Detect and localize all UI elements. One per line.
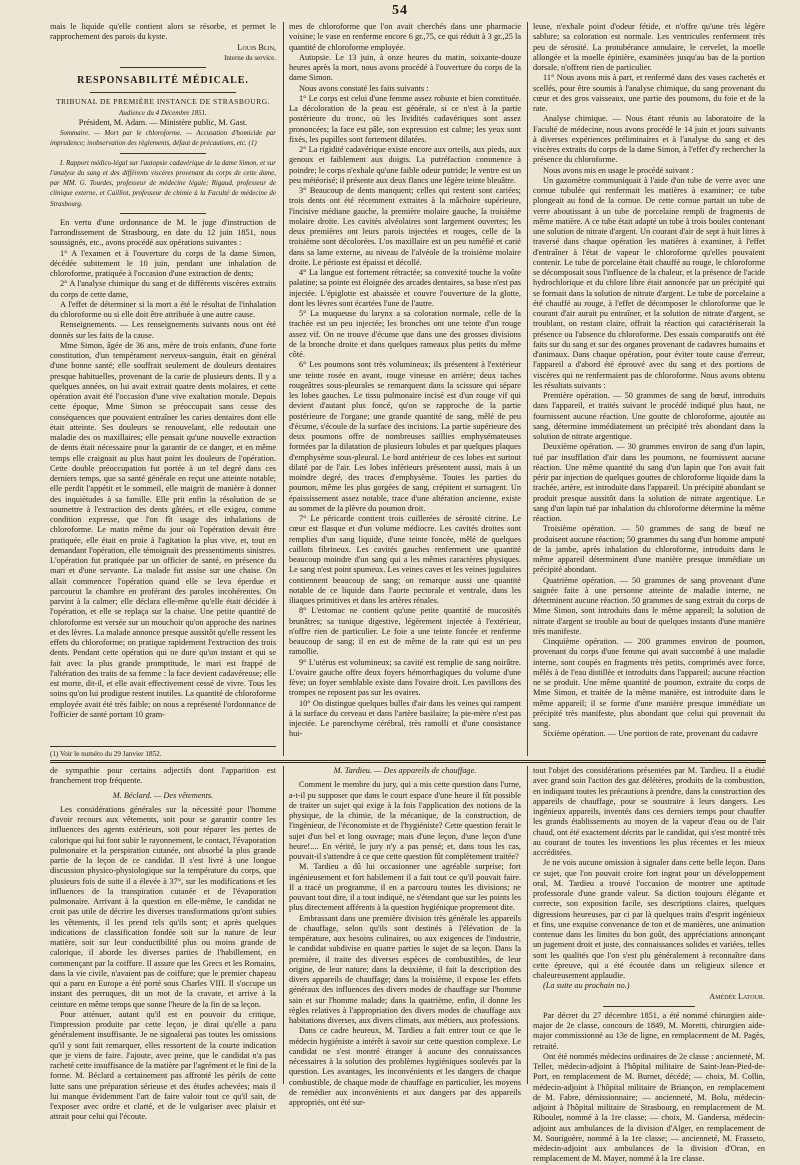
- rapport-title: I. Rapport médico-légal sur l'autopsie cadavérique de la dame Simon, et sur l'analyse du sang et des différents viscères provenant du corps de cette dame, par MM. G. Tourdes, professeur de médecine légale; Rigaud, professeur de clinique externe, et Cailliot, professeur de chimie à la Faculté de médecine de Strasbourg.: [50, 158, 276, 208]
- audience-date: Audience du 4 Décembre 1851.: [119, 108, 207, 117]
- paragraph: 3° Beaucoup de dents manquent; celles qui restent sont cariées; trois dents ont été récemment extraites à la mâchoire supérieure, l'incisive médiane gauche, la première molaire gauche, la troisième molaire droite. Les cavités alvéolaires sont largement ouvertes; les deux premières ont leurs parois injectées et rouges, celle de la troisième sont décolorées. L'os maxillaire est un peu tuméfié et carié dans sa lame externe, au niveau de l'alvéole de la troisième molaire droite. Le périoste est épaissi et décollé.: [289, 186, 521, 267]
- section-divider: [50, 760, 766, 761]
- paragraph: 7° Le péricarde contient trois cuillerées de sérosité citrine. Le cœur est flasque et d'un volume médiocre. Les cavités droites sont remplies d'un sang liquide, d'une teinte foncée, mêlé de quelques caillots fibrineux. Les cavités gauches renferment une quantité beaucoup moindre d'un sang qui a les mêmes caractères physiques. Le sang n'est point spumeux. Les veines caves et les veines jugulaires contiennent beaucoup de sang; on remarque aussi une quantité notable de ce liquide dans l'aorte pectorale et ventrale, dans les iliaques primitives et dans les artères rénales.: [289, 514, 521, 605]
- paragraph: Dans ce cadre heureux, M. Tardieu a fait entrer tout ce que le médecin hygiéniste a intérêt à savoir sur cette question complexe. Le candidat ne s'est montré étranger à aucune des connaissances nécessaires à la solution des problèmes hygiéniques soulevés par la question. Les avantages, les inconvénients et les dangers de chaque combustible, de chaque mode de chauffage en particulier, les moyens de remédier aux inconvénients et aux dangers par des appareils appropriés, ont été sur-: [289, 1026, 521, 1107]
- subsection-heading: M. Tardieu. — Des appareils de chauffage.: [333, 766, 477, 775]
- divider: [120, 153, 206, 154]
- president-line: Président, M. Adam. — Ministère public, M. Gast.: [78, 117, 248, 127]
- column-divider: [527, 766, 528, 1084]
- paragraph: de sympathie pour certains adjectifs dont l'apparition est franchement trop fréquente.: [50, 766, 276, 786]
- section-heading: RESPONSABILITÉ MÉDICALE.: [77, 75, 249, 86]
- paragraph: Par décret du 27 décembre 1851, a été nommé chirurgien aide-major de 2e classe, concours de 1849, M. Moretti, chirurgien aide-major commissionné au 13e de ligne, en remplacement de M. Pagès, retraité.: [533, 1010, 765, 1051]
- paragraph: En vertu d'une ordonnance de M. le juge d'instruction de l'arrondissement de Strasbourg, en date du 12 juin 1851, nous soussignés, etc., avons procédé aux opérations suivantes :: [50, 217, 276, 248]
- signature: Louis Blin,: [237, 42, 276, 52]
- paragraph: 9° L'utérus est volumineux; sa cavité est remplie de sang noirâtre. L'ovaire gauche offre deux foyers hémorrhagiques du volume d'une fève; un foyer semblable existe dans l'ovaire droit. Les pavillons des trompes ne reposent pas sur les ovaires.: [289, 657, 521, 698]
- page-number: 54: [392, 3, 408, 18]
- paragraph: Comment le membre du jury, qui a mis cette question dans l'urne, a-t-il pu supposer que dans le court espace d'une heure il fût possible de traiter un sujet qui exige à la fois l'application des notions de la physique, de la chimie, de la mécanique, de la construction, de l'ingénieur, de l'économiste et de l'hygiéniste? Cette question ferait le sujet d'un bel et long ouvrage; mais d'une leçon, d'une leçon d'une heure!.... En vérité, le jury n'y a pas pensé; et, dans tous les cas, pouvait-il s'attendre à ce que cette question fût complètement traitée?: [289, 780, 521, 861]
- paragraph: 10° On distingue quelques bulles d'air dans les veines qui rampent à la surface du cerveau et dans l'artère basilaire; la pie-mère n'est pas injectée. Le parenchyme cérébral, très ramolli et d'une consistance hui-: [289, 698, 521, 739]
- paragraph: 6° Les poumons sont très volumineux; ils présentent à l'extérieur une teinte rosée en avant, rouge vineuse en arrière; deux taches rougeâtres sous-pleurales se remarquent dans la scissure qui sépare les lobes gauches. Le tissu pulmonaire incisé est d'un rouge vif qui devient d'autant plus foncé, qu'on se rapproche de la partie postérieure de l'organe; une grande quantité de sang, mêlé de peu d'écume, s'écoule de la surface des incisions. La partie supérieure des deux poumons offre de nombreuses saillies emphysémateuses formées par la dilatation de plusieurs lobules et par quelques plaques d'emphysème sous-pleural. Le bord antérieur de ces lobes est surtout dilaté par de l'air. Les lobes inférieurs présentent aussi, mais à un moindre degré, des traces d'emphysème. Toutes les parties du poumon, même les plus gorgées de sang, crépitent et surnagent. Un épaississement assez notable, trace d'une altération ancienne, existe au sommet de la plèvre du poumon droit.: [289, 360, 521, 513]
- paragraph: A l'effet de déterminer si la mort a été le résultat de l'inhalation du chloroforme ou si elle doit être attribuée à une autre cause.: [50, 299, 276, 319]
- column-divider: [283, 766, 284, 1084]
- paragraph: 8° L'estomac ne contient qu'une petite quantité de mucosités brunâtres; sa tunique digestive, légèrement injectée à l'extérieur, n'offre rien de particulier. Le foie a une teinte foncée et renferme beaucoup de sang; il en est de même de la rate qui est un peu ramollie.: [289, 606, 521, 657]
- bottom-column-3: [533, 766, 765, 1164]
- paragraph: Autopsie. Le 13 juin, à onze heures du matin, soixante-douze heures après la mort, nous avons procédé à l'ouverture du corps de la dame Simon.: [289, 52, 521, 83]
- bottom-column-1: [50, 766, 276, 1122]
- column-3: [533, 22, 765, 756]
- divider: [603, 1006, 695, 1007]
- paragraph: 11° Nous avons mis à part, et renfermé dans des vases cachetés et scellés, pour être soumis à l'analyse chimique, du sang provenant du cœur et des gros vaisseaux, une partie des poumons, du foie et de la rate.: [533, 73, 765, 113]
- paragraph: Ont été nommés médecins ordinaires de 2e classe : ancienneté, M. Teller, médecin-adjoint à l'hôpital militaire de Saint-Jean-Pied-de-Port, en remplacement de M. Burnet, décédé; — choix, M. Collin, médecin-adjoint à l'hôpital militaire de Briançon, en remplacement de M. Fabre, démissionnaire; — ancienneté, M. Bolu, médecin-adjoint à l'hôpital militaire de Strasbourg, en remplacement de M. Ribouleț, nommé à la 1re classe; — choix, M. Gandersa, médecin-adjoint aux ambulances de la division d'Alger, en remplacement de M. Sourigoère, nommé à la 1re classe; — ancienneté, M. Frasseto, médecin-adjoint aux ambulances de la division d'Oran, en remplacement de M. Mayer, nommé à la 1re classe.: [533, 1051, 765, 1164]
- footnote: (1) Voir le numéro du 29 Janvier 1852.: [50, 746, 276, 759]
- signature-role: Interne du service.: [224, 53, 276, 62]
- signature: Amédée Latour.: [709, 991, 765, 1001]
- paragraph: M. Tardieu a dû lui occasionner une agréable surprise; fort ingénieusement et fort habilement il a fait tout ce qu'il pouvait faire. Il a tracé un programme, il en a parcouru toutes les divisions; ne pouvant tout dire, il a tout indiqué, ne s'étendant que sur les points les plus directement afférents à la question hygiénique proprement dite.: [289, 862, 521, 913]
- paragraph: leuse, n'exhale point d'odeur fétide, et n'offre qu'une très légère sablure; sa coloration est normale. Les ventricules renferment très peu de sérosité. La protubérance annulaire, le cervelet, la moelle allongée et la moelle épinière, examinées jusqu'au bas de la portion dorsale, n'offrent rien de particulier.: [533, 22, 765, 72]
- column-1: [50, 22, 276, 744]
- paragraph: Troisième opération. — 50 grammes de sang de bœuf ne produisent aucune réaction; 50 grammes du sang d'un homme amputé de la jambe, après inhalation du chloroforme, introduits dans le même appareil déterminent d'une manière presque immédiate un précipité abondant.: [533, 524, 765, 575]
- lead-paragraph: mais le liquide qu'elle contient alors se résorbe, et permet le rapprochement des parois du kyste.: [50, 22, 276, 42]
- paragraph: Analyse chimique. — Nous étant réunis au laboratoire de la Faculté de médecine, nous avons procédé le 14 juin et jours suivants à diverses expériences préliminaires et à l'analyse du sang et des viscères extraits du corps de la dame Simon, à l'effet d'y rechercher la présence du chloroforme.: [533, 114, 765, 165]
- paragraph: tout l'objet des considérations présentées par M. Tardieu. Il a étudié avec grand soin l'action des gaz délétères, produits de la combustion, en indiquant toutes les précautions à prendre, dans la construction des appareils de chauffage, pour se soustraire à leurs dangers. Les ingénieux appareils, inventés dans ces derniers temps pour chauffer les grands établissements au moyen de la vapeur d'eau ou de l'air chaud, ont été exactement décrits par le candidat, qui s'est montré très au courant de toutes les inventions les plus récentes et les mieux accréditées.: [533, 766, 765, 857]
- paragraph: Pour atténuer, autant qu'il est en pouvoir du critique, l'impression produite par cette leçon, je dirai qu'elle a paru généralement insuffisante. Je ne signalerai pas toutes les omissions qu'il y sont fait remarquer, elles ressortent de la courte indication que je viens de faire. J'ajoute, avec peine, que le candidat n'a pas racheté cette insuffisance de la matière par l'agrément et le fini de la forme. M. Béclard a certainement pas affronté les périls de cette lutte sans une préparation sérieuse et des études achevées; mais il lui manque évidemment l'art de faire valoir tout ce qu'il sait, de l'exposer avec ordre et clarté, et de le vulgariser avec plaisir et attrait pour celui qui l'écoute.: [50, 1009, 276, 1122]
- continuation-note: (La suite au prochain no.): [543, 981, 630, 991]
- paragraph: Renseignements. — Les renseignements suivants nous ont été donnés sur les faits de la cause.: [50, 320, 276, 340]
- paragraph: 2° La rigidité cadavérique existe encore aux orteils, aux pieds, aux genoux et faiblement aux doigts. La putréfaction commence à poindre; le corps n'exhale qu'une faible odeur putride; le ventre est un peu météorisé; il présente aux deux flancs une légère teinte bleuâtre.: [289, 145, 521, 185]
- paragraph: Un gazomètre communiquait à l'aide d'un tube de verre avec une cornue tubulée qui renfermait les matières à examiner; ce tube plongeait au fond de la cornue. De cette cornue partait un tube de verre aboutissant à un tube de porcelaine rempli de fragments de même matière. A ce tube était adapté un tube à trois boules contenant une solution de nitrate d'argent. Un courant d'air de sept à huit litres à traversé dans chaque opération les matières à examiner, à l'effet d'entraîner à l'état de vapeur le chloroforme qu'elles pouvaient contenir. Le tube de porcelaine était chauffé au rouge, le chloroforme se décomposait sous l'influence de la chaleur, et la présence de l'acide hydrochlorique et du chlore libre était annoncée par un précipité qui se formait dans la solution de nitrate d'argent. Le tube de porcelaine a été chauffé au rouge, à l'effet de décomposer le chloroforme que le courant d'air aurait pu entraîner, et la solution de nitrate d'argent, se troublant, on restant claire, offrait la réaction qui caractériserait la présence ou l'absence du chloroforme. Des essais comparatifs ont été faits sur du sang et sur des organes provenant de cadavres humains et d'animaux. Dans chaque opération, pour éviter toute cause d'erreur, l'appareil a d'abord été éprouvé avec du sang et des portions de viscères qui ne renfermaient pas de chloroforme. Nous avons obtenu les résultats suivants :: [533, 175, 765, 390]
- paragraph: mes de chloroforme que l'on avait cherchés dans une pharmacie voisine; le vase en renferme encore 6 gr.,75, ce qui réduit à 3 gr.,25 la quantité de chloroforme employée.: [289, 22, 521, 52]
- divider: [120, 213, 206, 214]
- paragraph: Les considérations générales sur la nécessité pour l'homme d'avoir recours aux vêtements, soit pour se garantir contre les influences des agents extérieurs, soit pour réparer les pertes de calorique qui lui font subir le rayonnement, le contact, l'évaporation pulmonaire et la perspiration cutanée, ont absorbé la plus grande partie de la leçon de ce candidat. Il s'est livré à une longue discussion physico-physiologique sur la température du corps, que plusieurs fois de suite il a élevée à 37°, sur les modifications et les influences de la transpiration cutanée et de l'évaporation pulmonaire. Arrivant à la question en elle-même, le candidat ne croit pas utile de décrire les diverses transformations qu'ont subies les vêtements, il les prend tels qu'ils sont; et après quelques indications de classification fondée soit sur la nature de leur matière, soit sur leur conductibilité plus ou moins grande de calorique, il aborde les diverses parties de l'habillement, en commençant par la coiffure. Il assure que les Grecs et les Romains, dans la vie civile, n'avaient pas de coiffure; que le premier chapeau qui a paru en Europe a été porté sous Charles VIII. Il s'occupe un instant des perruques, dit un mot de la cravate, et arrive à la ceinture en même temps que sonne l'heure de la fin de sa leçon.: [50, 804, 276, 1009]
- paragraph: 2° A l'analyse chimique du sang et de différents viscères extraits du corps de cette dame,: [50, 279, 276, 299]
- paragraph: Mme Simon, âgée de 36 ans, mère de trois enfants, d'une forte constitution, d'un tempérament nerveux-sanguin, était en général d'une bonne santé; elle souffrait seulement de douleurs dentaires presque habituelles, provenant de la carie de plusieurs dents. Il y a quelques années, on lui avait extrait quatre dents molaires, et cette opération avait été l'occasion d'une vive exaltation morale. Depuis cette époque, Mme Simon se préoccupait sans cesse des conséquences que pouvaient entraîner les caries dentaires dont elle était atteinte. Ses douleurs se renouvelant, elle redoutait une maladie des os maxillaires; elle pensait qu'une nouvelle extraction de dents était nécessaire pour la garantir de ce danger, et en même temps elle craignait au plus haut point les douleurs de l'opération. Cette double préoccupation fut portée à un tel degré dans ces derniers temps, que sa santé générale en reçut une atteinte notable; elle perdit l'appétit et le sommeil, elle maigrit de manière à donner des inquiétudes à sa famille. Elle prit enfin la résolution de se soumettre à l'extraction des dents gâtées, et elle exigea, comme condition expresse, que l'on fît usage des inhalations de chloroforme. Le matin même du jour où l'opération devait être pratiquée, elle était en proie à l'agitation la plus vive, et, tout en demandant l'opération, elle témoignait des pressentiments sinistres. L'opération fut pratiquée par un officier de santé, en présence du mari et d'une servante. La malade fut assise sur une chaise. On allait commencer l'opération quand elle se leva éperdue et parcourut la chambre en proférant des paroles incohérentes. On parvint à la calmer; elle déclara elle-même qu'elle était décidée à l'opération, et elle se replaça sur la chaise. Une petite quantité de chloroforme est versée sur un mouchoir qu'on approche des narines et des lèvres. La malade annonce presque aussitôt qu'elle ressent les effets du chloroforme; on pratique rapidement l'extraction des trois dents. Pendant cette opération qui ne dure qu'un instant et qui se fait avec la plus grande promptitude, le mari est frappé de l'altération des traits de sa femme : la face devient cadavéreuse; elle est morte, dit-il, et elle avait effectivement cessé de vivre. Tous les soins qu'on lui prodigue restent inutiles. La quantité de chloroforme employée avait été très faible; on nous a représenté l'ordonnance de l'officier de santé portant 10 gram-: [50, 340, 276, 719]
- paragraph: Embrassant dans une première division très générale les appareils de chauffage, selon qu'ils sont destinés à l'élévation de la température, aux besoins culinaires, ou aux exigences de l'industrie, le candidat subdivise en quatre parties le sujet de sa leçon. Dans la première, il traite des diverses espèces de combustibles, de leur origine, de leur nature; dans la deuxième, il fait la description des divers appareils de chauffage; dans la troisième, il expose les effets généraux des influences des divers modes de chauffage sur l'homme sain et sur l'homme malade; dans la quatrième, enfin, il donne les règles relatives à l'appropriation des divers modes de chauffage aux habitations diverses, aux divers climats, aux métiers, aux professions.: [289, 913, 521, 1025]
- footnote-area: [50, 744, 276, 756]
- divider: [120, 67, 206, 68]
- paragraph: 1° Le corps est celui d'une femme assez robuste et bien constituée. La décoloration de la peau est générale, si ce n'est à la partie postérieure du tronc, où les lividités cadavériques sont assez prononcées; la face est pâle, son expression est calme; les yeux sont fixés, les pupilles sont fortement dilatées.: [289, 93, 521, 144]
- paragraph: 1° A l'examen et à l'ouverture du corps de la dame Simon, décédée subitement le 10 juin, pendant une inhalation de chloroforme, pratiquée à l'occasion d'une extraction de dents;: [50, 248, 276, 278]
- paragraph: Quatrième opération. — 50 grammes de sang provenant d'une saignée faite à une personne atteinte de maladie interne, ne déterminent aucune réaction. 50 grammes de sang extrait du corps de Mme Simon, sont introduits dans le même appareil; la solution de nitrate d'argent se trouble au bout de quelques instants d'une manière très manifeste.: [533, 575, 765, 636]
- subsection-heading: M. Béclard. — Des vêtements.: [112, 790, 214, 800]
- paragraph: Je ne vois aucune omission à signaler dans cette belle leçon. Dans ce sujet, que l'on pouvait croire fort ingrat pour un développement oral, M. Tardieu a trouvé l'occasion de montrer une aptitude professorale d'une grande valeur. Sa diction toujours élégante et correcte, son exposition facile, ses descriptions claires, quelques digressions heureuses, par ci par là quelques traits d'esprit ingénieux et fins, une exquise convenance de ton et de manières, une animation contenue dans les limites du bon goût, des appréciations annonçant un jugement droit et juste, des connaissances solides et variées, telles sont les qualités que l'on s'est plu généralement à reconnaître dans cette épreuve, qui a été écoutée dans un religieux silence et chaleureusement applaudie.: [533, 858, 765, 980]
- paragraph: Deuxième opération. — 30 grammes environ de sang d'un lapin, tué par insufflation d'air dans les poumons, ne fournissent aucune réaction. Une même quantité du sang d'un lapin que l'on avait fait périr par injection de quelques gouttes de chloroforme liquide dans la trachée, artère, est introduite dans l'appareil. Un précipité abondant se produit presque aussitôt dans la solution de nitrate argentique. Le sang d'un lapin tué par inhalation du chloroforme détermine la même réaction.: [533, 442, 765, 523]
- section-divider: [50, 762, 766, 763]
- paragraph: Sixième opération. — Une portion de rate, provenant du cadavre: [543, 729, 758, 739]
- paragraph: Première opération. — 50 grammes de sang de bœuf, introduits dans l'appareil, et traités suivant le procédé indiqué plus haut, ne fournissent aucune réaction. Une goutte de chloroforme, ajoutée au sang, détermine immédiatement un précipité très abondant dans la solution de nitrate argentique.: [533, 391, 765, 441]
- paragraph: Cinquième opération. — 200 grammes environ de poumon, provenant du corps d'une femme qui avait succombé à une maladie interne, sont coupés en fragments très petits, comprimés avec force, mêlés à de l'eau distillée et introduits dans l'appareil; aucune réaction ne se produit. Une même quantité de poumon, extraite du corps de Mme Simon, et traitée de la même manière, est introduite dans le même appareil; il se forme d'une manière presque immédiate un précipité très manifeste, plus abondant que celui qui provenait du sang.: [533, 637, 765, 728]
- column-2: [289, 22, 521, 756]
- paragraph: Nous avons constaté les faits suivants :: [299, 83, 429, 93]
- tribunal-title: TRIBUNAL DE PREMIÈRE INSTANCE DE STRASBOURG.: [55, 97, 271, 107]
- paragraph: 4° La langue est fortement rétractée; sa convexité touche la voûte palatine; sa pointe est éloignée des arcades dentaires, sa base n'est pas injectée. L'épiglotte est abaissée et couvre l'ouverture de la glotte, dont les lèvres sont écartées l'une de l'autre.: [289, 268, 521, 308]
- column-divider: [527, 22, 528, 756]
- sommaire: Sommaire. — Mort par le chloroforme. — Accusation d'homicide par imprudence; inobservation des règlements, défaut de précautions, etc. (1): [50, 129, 276, 148]
- divider: [90, 92, 236, 93]
- paragraph: 5° La muqueuse du larynx a sa coloration normale, celle de la trachée est un peu injectée; les bronches ont une teinte d'un rouge assez vif. On ne trouve d'écume que dans une des grosses divisions de la bronche droite et dans quelques rameaux plus petits du même côté.: [289, 309, 521, 359]
- bottom-column-2: [289, 766, 521, 1107]
- paragraph: Nous avons mis en usage le procédé suivant :: [543, 165, 694, 175]
- column-divider: [283, 22, 284, 756]
